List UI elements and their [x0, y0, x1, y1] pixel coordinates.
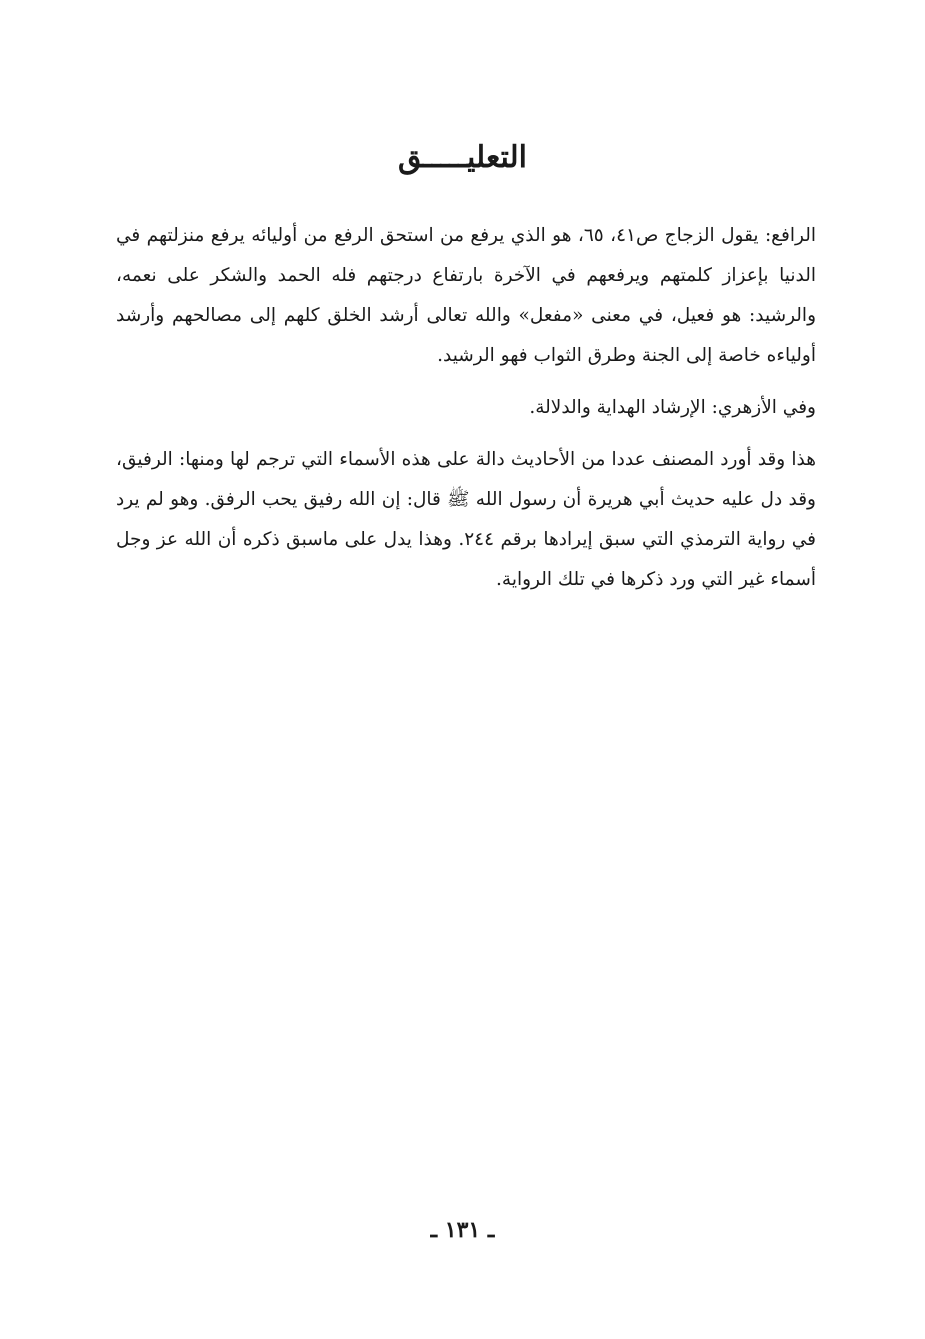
page-number: ـ ١٣١ ـ [430, 1217, 495, 1243]
paragraph-azhari: وفي الأزهري: الإرشاد الهداية والدلالة. [529, 397, 816, 418]
page-title: التعليـــــق [398, 140, 527, 175]
paragraph-rafi-rashid: الرافع: يقول الزجاج ص٤١، ٦٥، هو الذي يرفع من استحق الرفع من أوليائه يرفع منزلتهم في الدنيا بإعزاز كلمتهم ويرفعهم في الآخرة بارتفاع درجتهم فله الحمد والشكر على نعمه، والرشيد: هو فعيل، في معنى «مفعل» والله تعالى أرشد الخلق كلهم إلى مصالحهم وأرشد أولياءه خاصة إلى الجنة وطرق الثواب فهو الرشيد. [116, 225, 816, 366]
commentary-body [116, 216, 816, 612]
paragraph-rafiq: هذا وقد أورد المصنف عددا من الأحاديث دالة على هذه الأسماء التي ترجم لها ومنها: الرفيق، وقد دل عليه حديث أبي هريرة أن رسول الله ﷺ قال: إن الله رفيق يحب الرفق. وهو لم يرد في رواية الترمذي التي سبق إيرادها برقم ٢٤٤. وهذا يدل على ماسبق ذكره أن الله عز وجل أسماء غير التي ورد ذكرها في تلك الرواية. [116, 449, 817, 590]
